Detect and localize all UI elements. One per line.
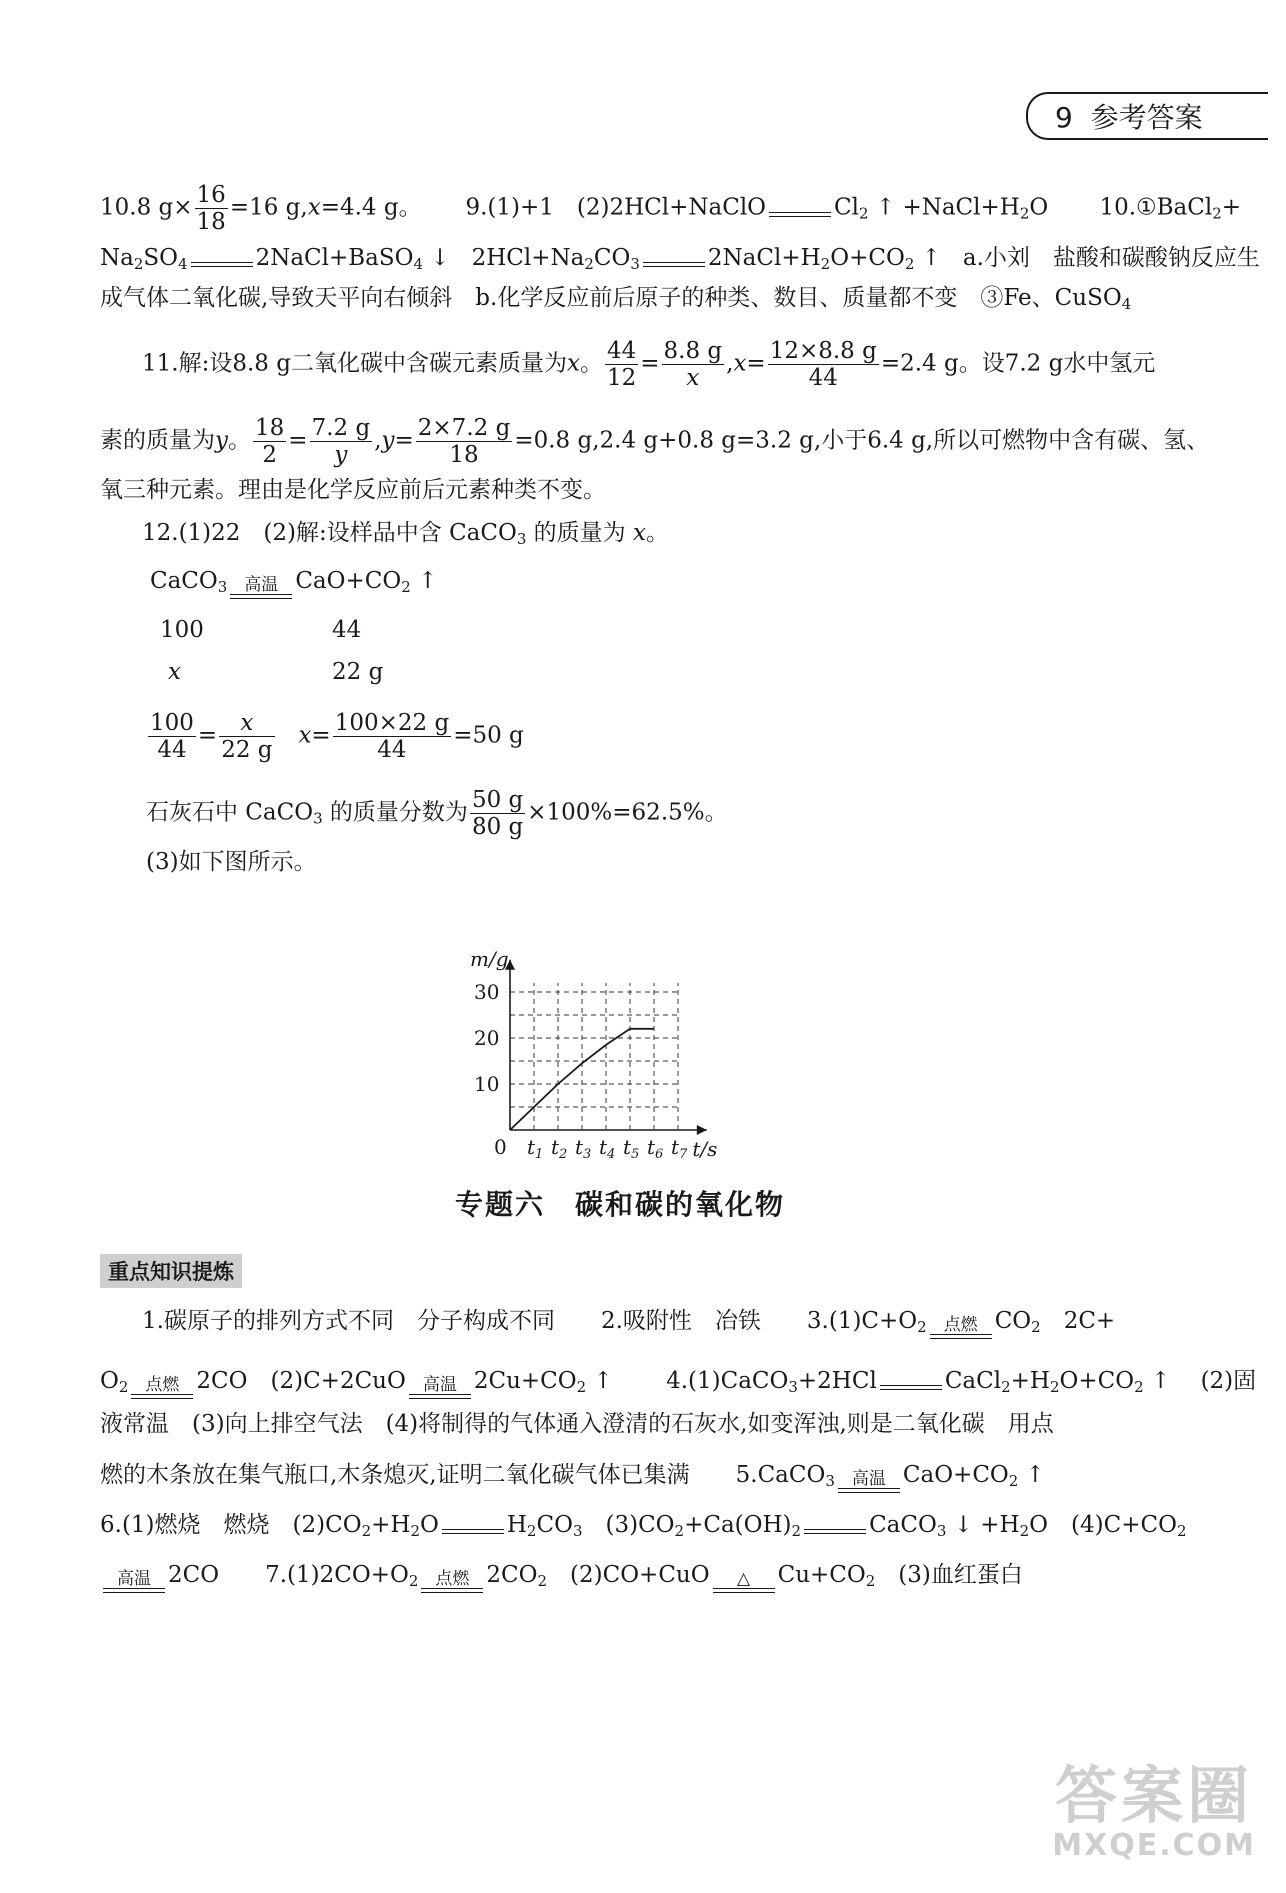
series-line [510,1029,654,1130]
x-axis-arrow [697,1125,707,1135]
fraction: $\frac{100\times 22 g}{44}$ [334,710,450,763]
fraction: $\frac{18}{2}$ [255,415,285,468]
origin-label: 0 [494,1135,507,1159]
chart-grid [510,983,678,1130]
fraction: $\frac{16}{18}$ [196,182,226,235]
answer-line-11-cont: 素的质量为y。 $\frac{18}{2}$ = $\frac{7.2 g}{y}$ ,y= $\frac{2\times 7.2 g}{18}$ =0.8 g,2.4 g+0.8 g=3.2 g,小于6.4 g,所以可燃物中含有碳、氢、 [100,415,1210,468]
x-tick-label: $t_6$ [647,1135,664,1160]
key-line-5: 6.(1)燃烧 燃烧 $(2)CO_2+H_2O$ $H_2CO_3$ $(3)CO_2+Ca(OH)_2$ CaCO$_3$ ↓ $+H_2O$ $(4)C+CO_2$ [100,1512,1187,1540]
header-title: 9 参考答案 [1055,101,1203,134]
fraction: $\frac{8.8 g}{x}$ [663,338,723,391]
answer-line-6: 氧三种元素。理由是化学反应前后元素种类不变。 [100,477,606,503]
mass-time-chart [450,890,810,1160]
watermark-logo: 答案圈 MXQE.COM [1052,1759,1256,1863]
key-line-4: 燃的木条放在集气瓶口,木条熄灭,证明二氧化碳气体已集满 5.CaCO$_3$ 高温 $CaO+CO_2$ ↑ [100,1460,1045,1493]
key-line-6: 高温 2CO $7.(1)2CO+O_2$ 点燃 $2CO_2$ (2)CO+CuO △ $Cu+CO_2$ (3)血红蛋白 [100,1560,1023,1593]
x-tick-subscript: 1 [535,1147,544,1160]
x-tick-label: $t_2$ [551,1135,568,1160]
key-line-3: 液常温 (3)向上排空气法 (4)将制得的气体通入澄清的石灰水,如变浑浊,则是二氧化碳 用点 [100,1411,1054,1437]
answer-line-1: 10.8 g× $\frac{16}{18}$ =16 g,x=4.4 g。 9.(1)+1 (2)2HCl+NaClO $Cl_2$ ↑ $+NaCl+H_2O$ 10.①BaCl$_2$+ [100,182,1242,235]
fraction: $\frac{50 g}{80 g}$ [471,787,524,840]
fraction: $\frac{2\times 7.2 g}{18}$ [417,415,511,468]
answer-line-2: $Na_2SO_4$ 2NaCl+BaSO$_4$ ↓ $2HCl+Na_2CO_3$ $2NaCl+H_2O+CO_2$ ↑ a.小刘 盐酸和碳酸钠反应生 [100,245,1260,273]
fraction: $\frac{7.2 g}{y}$ [311,415,371,468]
mass-fraction-line: 石灰石中 CaCO$_3$ 的质量分数为 $\frac{50 g}{80 g}$ ×100%=62.5%。 [146,787,728,840]
x-tick-label: $t_5$ [623,1135,640,1160]
equation-caco3: CaCO$_3$ 高温 $CaO+CO_2$ ↑ [150,566,437,599]
y-tick-label: 20 [474,1026,500,1050]
chart-ticks [474,980,688,1160]
x-tick-label: $t_4$ [599,1135,616,1160]
key-points-tag: 重点知识提炼 [100,1254,242,1288]
y-tick-label: 30 [474,980,500,1004]
x-tick-subscript: 6 [655,1147,664,1160]
x-tick-label: $t_1$ [527,1135,544,1160]
x-axis-label: t/s [692,1137,718,1160]
proportion-line: $\frac{100}{44}$ = $\frac{x}{22 g}$ x= $\frac{100\times 22 g}{44}$ =50 g [150,710,524,763]
x-tick-label: $t_7$ [671,1135,688,1160]
x-tick-subscript: 5 [631,1147,640,1160]
fraction: $\frac{100}{44}$ [150,710,194,763]
mass-100: 100 [160,617,204,643]
answer-line-12: 12.(1)22 (2)解:设样品中含 CaCO$_3$ 的质量为 x。 [142,520,669,548]
x-tick-subscript: 4 [607,1147,616,1160]
x-tick-subscript: 3 [583,1147,592,1160]
fraction: $\frac{44}{12}$ [606,338,637,391]
answer-line-3: 成气体二氧化碳,导致天平向右倾斜 b.化学反应前后原子的种类、数目、质量都不变 ③Fe、CuSO$_4$ [100,285,1132,313]
y-axis-label: m/g [470,946,509,971]
key-line-1: 1.碳原子的排列方式不同 分子构成不同 2.吸附性 冶铁 $3.(1)C+O_2$ 点燃 $CO_2$ 2C+ [142,1306,1115,1339]
x-tick-subscript: 2 [559,1147,568,1160]
figure-reference: (3)如下图所示。 [146,849,317,875]
x-tick-subscript: 7 [679,1147,688,1160]
key-line-2: $O_2$ 点燃 2CO (2)C+2CuO 高温 $2Cu+CO_2$ ↑ 4.(1)CaCO$_3$+2HCl $CaCl_2+H_2O+CO_2$ ↑ (2)固 [100,1366,1256,1399]
mass-44: 44 [332,617,362,643]
var-x: x [168,659,181,685]
y-tick-label: 10 [474,1072,500,1096]
mass-22g: 22 g [332,659,384,685]
x-tick-label: $t_3$ [575,1135,592,1160]
fraction: $\frac{12\times 8.8 g}{44}$ [769,338,877,391]
chart-series [510,1029,654,1130]
fraction: $\frac{x}{22 g}$ [221,710,273,763]
answer-line-11: 11.解:设8.8 g二氧化碳中含碳元素质量为x。 $\frac{44}{12}$ = $\frac{8.8 g}{x}$ ,x= $\frac{12\times 8.8 g}{44}$ =2.4 g。设7.2 g水中氢元 [142,338,1156,391]
section-title: 专题六 碳和碳的氧化物 [455,1188,786,1221]
